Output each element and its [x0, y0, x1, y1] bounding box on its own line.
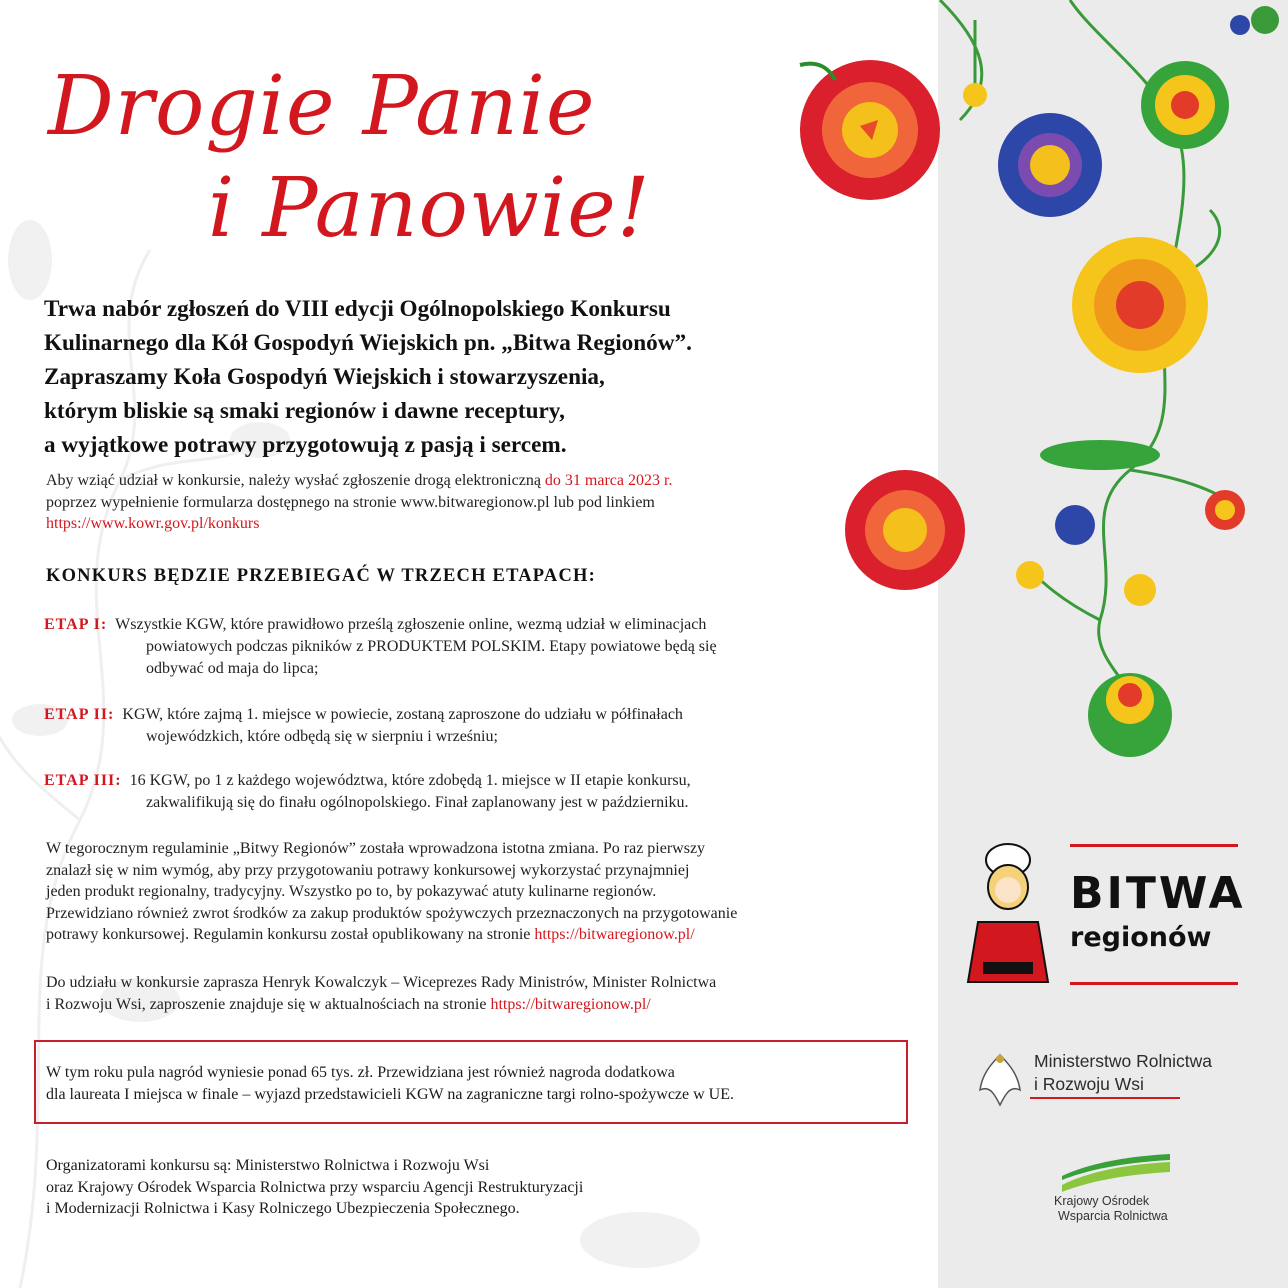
prize-line: dla laureata I miejsca w finale – wyjazd przedstawicieli KGW na zagraniczne targi rolno-spożywcze w UE.: [46, 1086, 734, 1103]
bitwa-wordmark: BITWA: [1070, 868, 1246, 919]
folk-floral-decoration: [700, 0, 1288, 820]
small-flower-icon: [1124, 574, 1156, 606]
stage-1-line: powiatowych podczas pikników z PRODUKTEM POLSKIM. Etapy powiatowe będą się: [146, 638, 717, 655]
intro-line: Trwa nabór zgłoszeń do VIII edycji Ogólnopolskiego Konkursu: [44, 296, 671, 322]
invitation-paragraph: [46, 972, 716, 1015]
headline-line-2: i Panowie!: [208, 161, 651, 256]
intro-line: a wyjątkowe potrawy przygotowują z pasją i sercem.: [44, 432, 567, 458]
stage-2-label: ETAP II:: [44, 706, 115, 723]
organizers-line: oraz Krajowy Ośrodek Wsparcia Rolnictwa przy wsparciu Agencji Restrukturyzacji: [46, 1178, 584, 1196]
stage-2: [44, 704, 683, 726]
red-flower-icon: [845, 470, 965, 590]
small-flower-icon: [963, 83, 987, 107]
kowr-konkurs-link[interactable]: https://www.kowr.gov.pl/konkurs: [46, 515, 260, 532]
leaf-icon: [1040, 440, 1160, 470]
invitation-line: i Rozwoju Wsi, zaproszenie znajduje się w aktualnościach na stronie: [46, 995, 491, 1013]
stage-1-line: odbywać od maja do lipca;: [146, 660, 319, 677]
small-flower-icon: [1230, 15, 1250, 35]
green-flower-icon: [1088, 673, 1172, 757]
stages-heading: KONKURS BĘDZIE PRZEBIEGAĆ W TRZECH ETAPACH:: [46, 566, 596, 586]
stage-3-line: zakwalifikują się do finału ogólnopolskiego. Finał zaplanowany jest w październiku.: [146, 794, 689, 811]
deadline-text: do 31 marca 2023 r.: [544, 472, 673, 489]
small-flower-icon: [1215, 500, 1235, 520]
stage-2-line: wojewódzkich, które odbędą się w sierpniu i wrześniu;: [146, 728, 498, 745]
intro-line: którym bliskie są smaki regionów i dawne receptury,: [44, 398, 565, 424]
kowr-name-line-1: Krajowy Ośrodek: [1054, 1194, 1150, 1208]
intro-line: Kulinarnego dla Kół Gospodyń Wiejskich pn. „Bitwa Regionów”.: [44, 330, 692, 356]
small-flower-icon: [1016, 561, 1044, 589]
eagle-emblem-icon: [980, 1055, 1020, 1105]
change-line: W tegorocznym regulaminie „Bitwy Regionów” została wprowadzona istotna zmiana. Po raz pierwszy: [46, 840, 706, 857]
stage-1: [44, 614, 706, 636]
change-line: znalazł się w nim wymóg, aby przy przygotowaniu potrawy konkursowej wykorzystać przynajmniej: [46, 861, 690, 879]
yellow-flower-icon: [1072, 237, 1208, 373]
small-flower-icon: [1251, 6, 1279, 34]
participation-text: Aby wziąć udział w konkursie, należy wysłać zgłoszenie drogą elektroniczną: [46, 472, 545, 489]
intro-line: Zapraszamy Koła Gospodyń Wiejskich i stowarzyszenia,: [44, 364, 605, 390]
green-flower-icon: [1141, 61, 1229, 149]
organizers-paragraph: [46, 1155, 583, 1220]
red-flower-icon: [800, 60, 940, 200]
invitation-line: Do udziału w konkursie zaprasza Henryk Kowalczyk – Wiceprezes Rady Ministrów, Minister Rolnictwa: [46, 974, 717, 991]
stage-3: [44, 770, 691, 792]
organizers-line: i Modernizacji Rolnictwa i Kasy Rolniczego Ubezpieczenia Społecznego.: [46, 1200, 520, 1217]
change-line: jeden produkt regionalny, tradycyjny. Wszystko po to, by pokazywać atuty kulinarne regionów.: [46, 883, 657, 900]
organizers-line: Organizatorami konkursu są: Ministerstwo Rolnictwa i Rozwoju Wsi: [46, 1157, 490, 1174]
change-line: Przewidziano również zwrot środków za zakup produktów spożywczych przeznaczonych na przygotowanie: [46, 904, 738, 922]
small-flower-icon: [1055, 505, 1095, 545]
stage-1-line: Wszystkie KGW, które prawidłowo prześlą zgłoszenie online, wezmą udział w eliminacjach: [115, 616, 707, 633]
stage-3-label: ETAP III:: [44, 772, 122, 789]
participation-paragraph: [46, 470, 672, 535]
regionow-wordmark: regionów: [1070, 922, 1212, 953]
stage-3-line: 16 KGW, po 1 z każdego województwa, które zdobędą 1. miejsce w II etapie konkursu,: [129, 772, 691, 789]
stage-1-label: ETAP I:: [44, 616, 108, 633]
folk-cook-icon: [968, 844, 1048, 982]
regulation-change-paragraph: [46, 838, 737, 946]
kowr-name-line-2: Wsparcia Rolnictwa: [1058, 1209, 1168, 1223]
ministry-name-line-1: Ministerstwo Rolnictwa: [1034, 1051, 1212, 1071]
participation-text-2: poprzez wypełnienie formularza dostępnego na stronie www.bitwaregionow.pl lub pod linkiem: [46, 493, 655, 511]
change-line: potrawy konkursowej. Regulamin konkursu został opublikowany na stronie: [46, 926, 535, 943]
bitwaregionow-link-2[interactable]: https://bitwaregionow.pl/: [490, 995, 651, 1013]
bitwaregionow-link[interactable]: https://bitwaregionow.pl/: [534, 926, 695, 943]
stage-2-line: KGW, które zajmą 1. miejsce w powiecie, zostaną zaproszone do udziału w półfinałach: [122, 706, 683, 723]
headline-line-1: Drogie Panie: [48, 59, 596, 154]
prize-line: W tym roku pula nagród wyniesie ponad 65 tys. zł. Przewidziana jest również nagroda dodatkowa: [46, 1064, 675, 1081]
blue-flower-icon: [998, 113, 1102, 217]
prize-paragraph: [46, 1062, 734, 1106]
ministry-name-line-2: i Rozwoju Wsi: [1034, 1074, 1144, 1094]
